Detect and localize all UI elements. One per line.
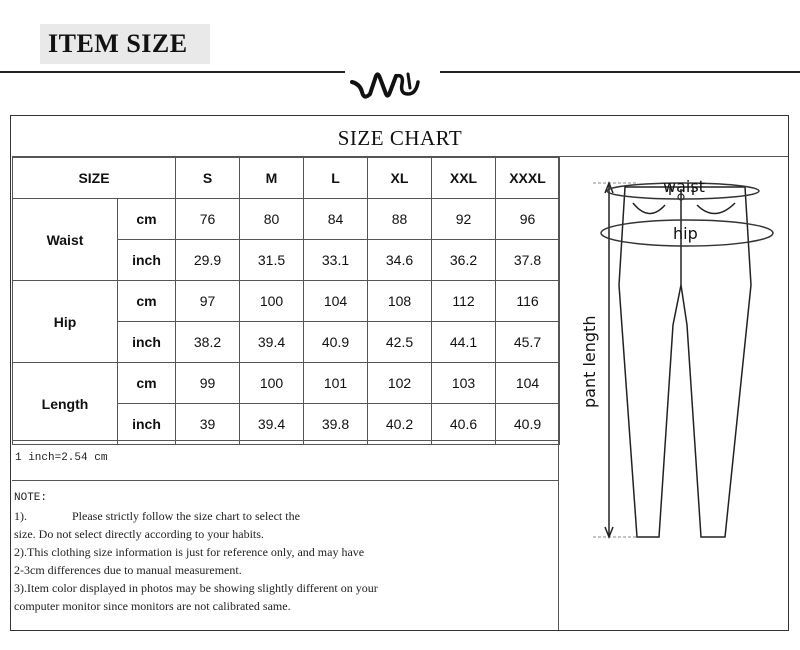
table-cell: 40.9 <box>304 322 368 363</box>
table-cell: 40.2 <box>368 404 432 445</box>
table-cell: 44.1 <box>432 322 496 363</box>
table-cell: 101 <box>304 363 368 404</box>
pant-length-label: pant length <box>580 315 599 408</box>
table-cell: 99 <box>176 363 240 404</box>
table-cell: 40.9 <box>496 404 560 445</box>
table-cell: 104 <box>496 363 560 404</box>
note-line: computer monitor since monitors are not calibrated same. <box>14 599 291 613</box>
table-cell: 39.8 <box>304 404 368 445</box>
pants-diagram-icon <box>575 165 785 555</box>
table-cell: 102 <box>368 363 432 404</box>
hip-label: hip <box>673 224 698 243</box>
table-cell: 84 <box>304 199 368 240</box>
note-line: 3).Item color displayed in photos may be showing slightly different on your <box>14 581 378 595</box>
size-col-s: S <box>176 158 240 199</box>
length-label: Length <box>13 363 118 445</box>
table-cell: 36.2 <box>432 240 496 281</box>
notes-block <box>14 489 559 615</box>
table-row <box>13 199 560 240</box>
note-line: 1). Please strictly follow the size chart to select the <box>14 509 300 523</box>
size-col-l: L <box>304 158 368 199</box>
table-cell: 42.5 <box>368 322 432 363</box>
unit-conversion-note: 1 inch=2.54 cm <box>15 452 108 464</box>
table-cell: 92 <box>432 199 496 240</box>
table-row <box>13 281 560 322</box>
table-cell: 37.8 <box>496 240 560 281</box>
table-cell: 103 <box>432 363 496 404</box>
table-cell: 34.6 <box>368 240 432 281</box>
table-cell: 100 <box>240 363 304 404</box>
size-header: SIZE <box>13 158 176 199</box>
table-cell: 104 <box>304 281 368 322</box>
brand-monogram-icon <box>348 70 424 100</box>
table-cell: 96 <box>496 199 560 240</box>
unit-inch: inch <box>118 404 176 445</box>
table-cell: 97 <box>176 281 240 322</box>
table-cell: 39.4 <box>240 404 304 445</box>
unit-cm: cm <box>118 363 176 404</box>
table-cell: 112 <box>432 281 496 322</box>
table-cell: 40.6 <box>432 404 496 445</box>
header-rule-left <box>0 71 345 73</box>
table-cell: 31.5 <box>240 240 304 281</box>
size-col-xl: XL <box>368 158 432 199</box>
size-table <box>12 157 560 445</box>
notes-heading: NOTE: <box>14 492 48 504</box>
table-cell: 108 <box>368 281 432 322</box>
table-cell: 88 <box>368 199 432 240</box>
table-cell: 76 <box>176 199 240 240</box>
waist-label: Waist <box>13 199 118 281</box>
table-cell: 39.4 <box>240 322 304 363</box>
table-cell: 45.7 <box>496 322 560 363</box>
note-line: size. Do not select directly according to your habits. <box>14 527 264 541</box>
hip-label: Hip <box>13 281 118 363</box>
unit-inch: inch <box>118 322 176 363</box>
table-cell: 116 <box>496 281 560 322</box>
table-cell: 80 <box>240 199 304 240</box>
table-cell: 38.2 <box>176 322 240 363</box>
item-size-heading: ITEM SIZE <box>40 24 210 64</box>
unit-cm: cm <box>118 199 176 240</box>
table-cell: 29.9 <box>176 240 240 281</box>
table-row <box>13 363 560 404</box>
table-cell: 33.1 <box>304 240 368 281</box>
table-header-row <box>13 158 560 199</box>
table-cell: 39 <box>176 404 240 445</box>
size-col-m: M <box>240 158 304 199</box>
note-line: 2).This clothing size information is just for reference only, and may have <box>14 545 365 559</box>
header-rule-right <box>440 71 800 73</box>
unit-cm: cm <box>118 281 176 322</box>
waist-label: waist <box>663 177 705 196</box>
unit-inch: inch <box>118 240 176 281</box>
size-col-xxxl: XXXL <box>496 158 560 199</box>
notes-divider <box>12 480 558 481</box>
size-col-xxl: XXL <box>432 158 496 199</box>
size-chart-title: SIZE CHART <box>337 126 463 150</box>
note-line: 2-3cm differences due to manual measurement. <box>14 563 242 577</box>
table-cell: 100 <box>240 281 304 322</box>
